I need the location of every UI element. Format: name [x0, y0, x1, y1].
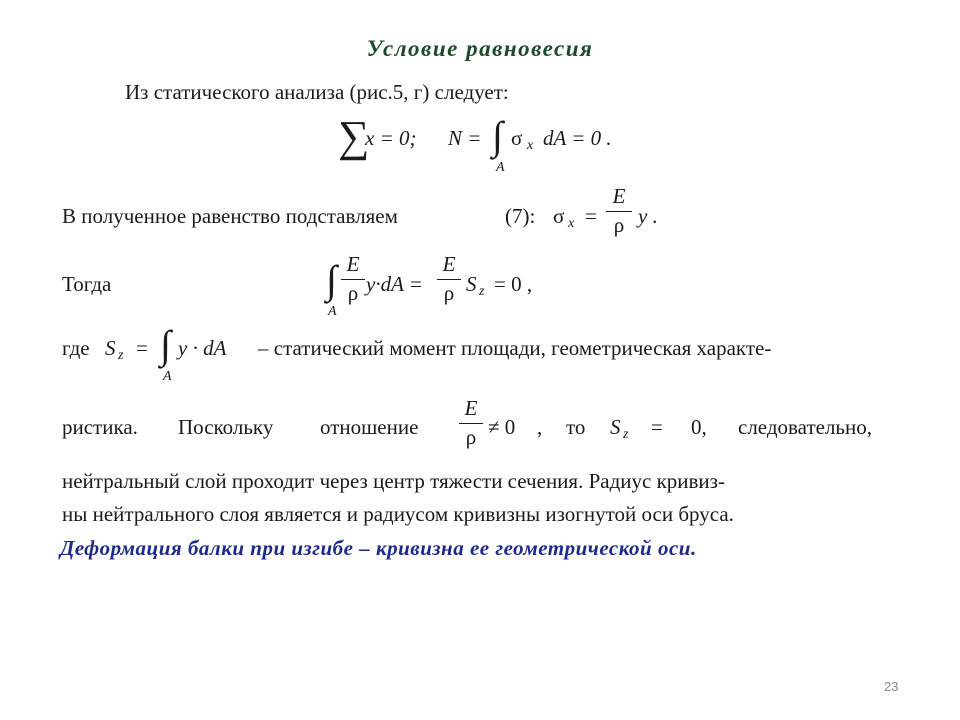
eq3-tail: = 0 ,: [494, 272, 533, 296]
eq3-mid: y·dA =: [366, 272, 423, 296]
eq3-den1: ρ: [347, 281, 359, 305]
then-label: Тогда: [62, 272, 112, 296]
eq3-lower-limit: A: [328, 304, 337, 319]
slide-title: Условие равновесия: [366, 36, 594, 61]
eq1-n: N =: [448, 126, 482, 150]
line5-s: S: [610, 415, 621, 439]
line5-s-sub: z: [623, 427, 629, 442]
fraction-numerator: E: [612, 184, 626, 208]
line5-word2: Поскольку: [178, 415, 274, 439]
eq3-s-sub: z: [479, 284, 485, 299]
integral-symbol: ∫: [492, 113, 503, 158]
eq3-fraction-1: [341, 252, 365, 306]
line5-neq: ≠ 0: [488, 415, 516, 439]
fraction-e-over-rho: [606, 184, 632, 238]
page-number: 23: [884, 679, 899, 694]
eq3-den2: ρ: [443, 281, 455, 305]
integral-lower-limit: A: [496, 160, 505, 175]
eq3-integral: ∫: [326, 257, 337, 302]
line4-s-sub: z: [118, 348, 124, 363]
eq3-bar1: [341, 279, 365, 280]
eq1-sigma: σ: [511, 126, 523, 150]
line5-den: ρ: [465, 425, 477, 449]
line5-word1: ристика.: [62, 415, 138, 439]
fraction-denominator: ρ: [613, 213, 625, 237]
line4-expr: y · dA: [178, 336, 227, 360]
eq2-sigma-sub: x: [568, 216, 575, 231]
eq2-tail: y .: [638, 204, 658, 228]
line4-lower-limit: A: [163, 369, 172, 384]
line5-zero: 0,: [691, 415, 707, 439]
fraction-bar: [606, 211, 632, 212]
substitution-text: В полученное равенство подставляем: [62, 204, 398, 228]
line5-num: E: [464, 396, 478, 420]
line5-word3: отношение: [320, 415, 419, 439]
line4-equals: =: [136, 336, 148, 360]
equation-reference: (7):: [505, 204, 536, 228]
line5-to: то: [566, 415, 586, 439]
eq3-num1: E: [346, 252, 360, 276]
eq1-sigma-sub: x: [527, 138, 534, 153]
eq3-s: S: [466, 272, 477, 296]
line5-comma: ,: [537, 415, 543, 439]
eq3-num2: E: [442, 252, 456, 276]
conclusion-statement: Деформация балки при изгибе – кривизна ее геометрической оси.: [60, 536, 697, 560]
where-label: где: [62, 336, 90, 360]
line4-s: S: [105, 336, 116, 360]
eq2-sigma: σ: [553, 204, 565, 228]
eq3-fraction-2: [437, 252, 461, 306]
eq1-da: dA = 0 .: [543, 126, 612, 150]
sum-symbol: ∑: [338, 112, 370, 161]
body-line-6: нейтральный слой проходит через центр тяжести сечения. Радиус кривиз-: [62, 469, 725, 493]
line4-integral: ∫: [160, 322, 171, 367]
eq3-bar2: [437, 279, 461, 280]
intro-text: Из статического анализа (рис.5, г) следует:: [125, 80, 509, 104]
line4-text: – статический момент площади, геометрическая характе-: [258, 336, 772, 360]
eq2-equals: =: [585, 204, 597, 228]
line5-last: следовательно,: [738, 415, 872, 439]
line5-equals: =: [651, 415, 663, 439]
line5-bar: [459, 423, 483, 424]
body-line-7: ны нейтрального слоя является и радиусом кривизны изогнутой оси бруса.: [62, 502, 734, 526]
eq1-part1: x = 0;: [365, 126, 417, 150]
line5-fraction: [459, 396, 483, 450]
